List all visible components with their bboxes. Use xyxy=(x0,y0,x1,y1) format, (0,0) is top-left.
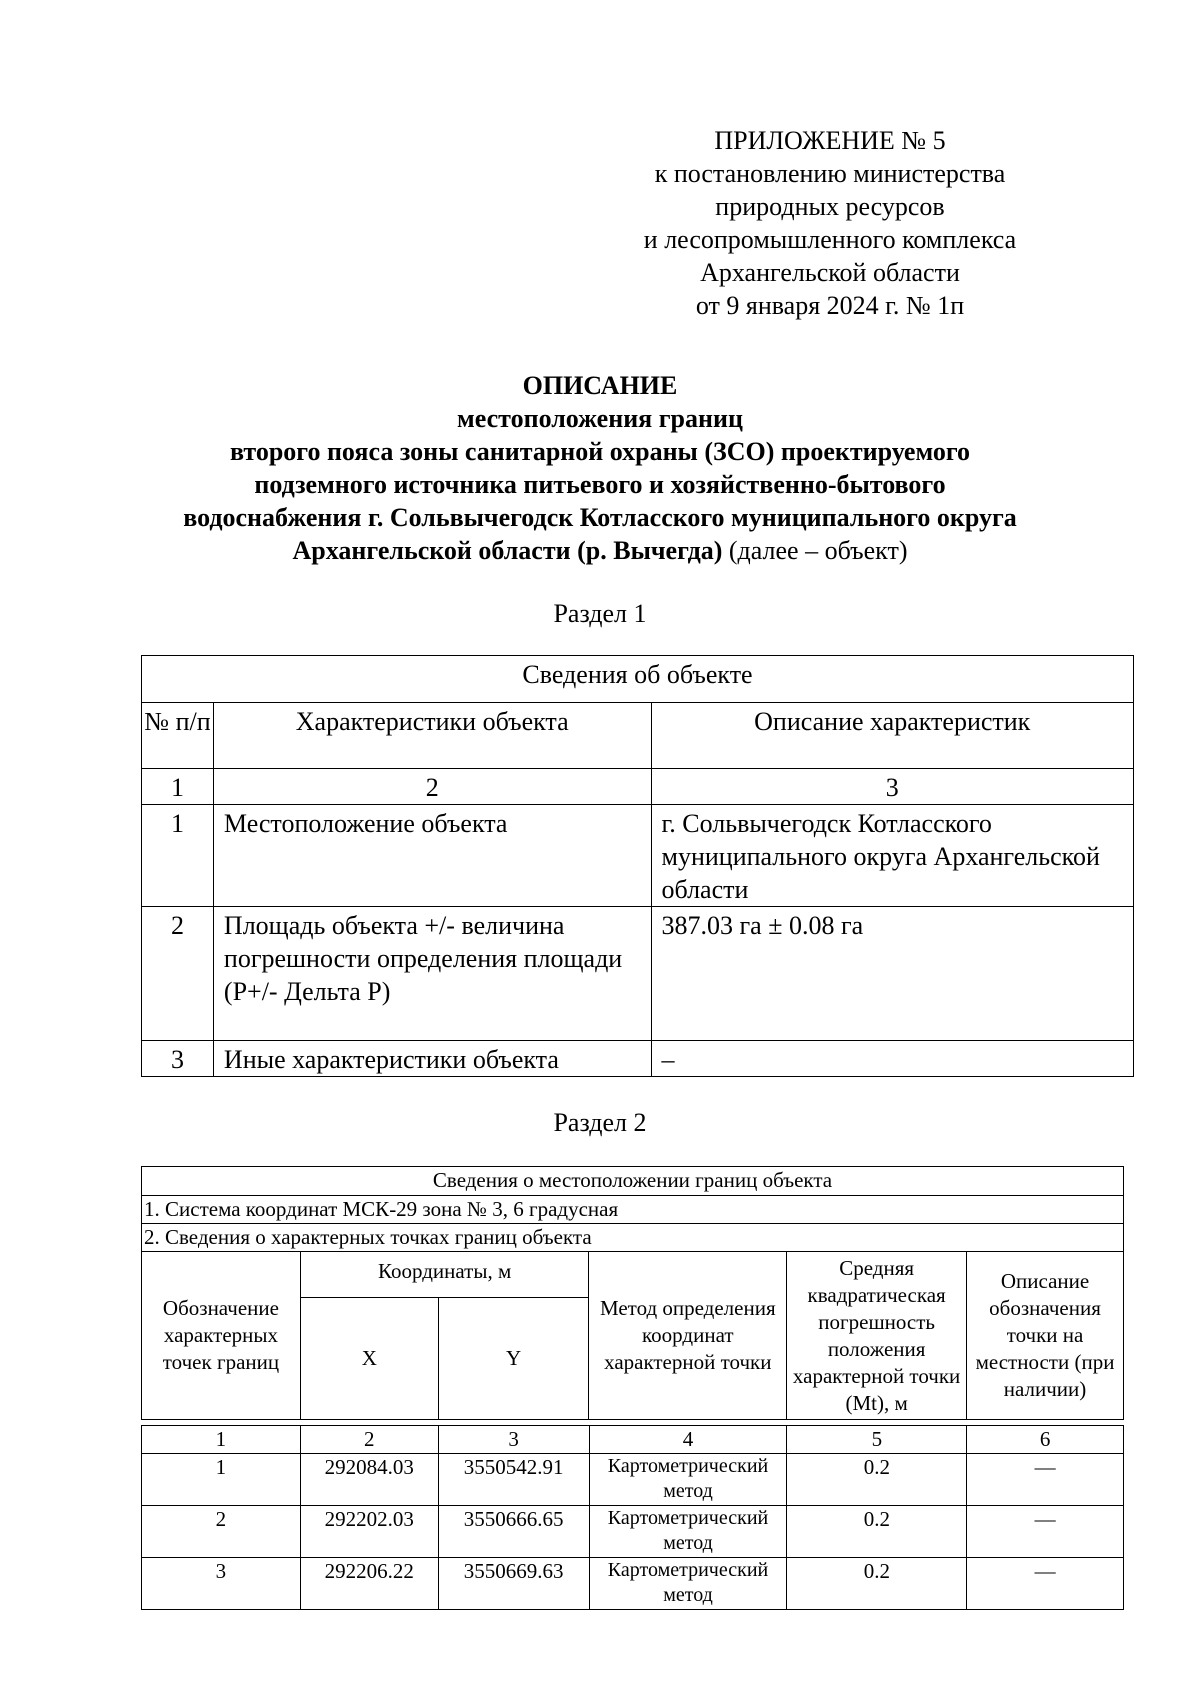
table-row xyxy=(142,1506,1124,1558)
point-id: 2 xyxy=(142,1506,301,1558)
points-subtitle: 2. Сведения о характерных точках границ объекта xyxy=(142,1224,1124,1252)
object-info-table xyxy=(141,655,1134,1077)
point-method: Картометрический метод xyxy=(589,1558,787,1610)
title-bold-part: Архангельской области (р. Вычегда) xyxy=(292,536,723,565)
point-id: 1 xyxy=(142,1454,301,1506)
table-row xyxy=(142,1558,1124,1610)
title-line: местоположения границ xyxy=(457,404,743,433)
col-number: 2 xyxy=(213,769,651,805)
point-mt: 0.2 xyxy=(787,1558,967,1610)
col-number: 2 xyxy=(300,1426,438,1454)
point-x: 292084.03 xyxy=(300,1454,438,1506)
point-method: Картометрический метод xyxy=(589,1506,787,1558)
header-characteristics: Характеристики объекта xyxy=(213,703,651,769)
table-row xyxy=(142,907,1134,1041)
col-number: 3 xyxy=(651,769,1134,805)
title-line: подземного источника питьевого и хозяйственно-бытового xyxy=(254,470,946,499)
title-main: ОПИСАНИЕ xyxy=(522,371,678,400)
table-title: Сведения об объекте xyxy=(142,656,1134,703)
header-coordinates: Координаты, м xyxy=(300,1252,589,1298)
point-method: Картометрический метод xyxy=(589,1454,787,1506)
annex-number: ПРИЛОЖЕНИЕ № 5 xyxy=(714,126,946,155)
point-description: — xyxy=(967,1454,1124,1506)
col-number: 1 xyxy=(142,769,214,805)
point-mt: 0.2 xyxy=(787,1506,967,1558)
point-y: 3550669.63 xyxy=(438,1558,589,1610)
point-id: 3 xyxy=(142,1558,301,1610)
col-number: 1 xyxy=(142,1426,301,1454)
row-num: 3 xyxy=(142,1041,214,1077)
header-x: X xyxy=(300,1298,438,1420)
header-location: Описание обозначения точки на местности (при наличии) xyxy=(967,1252,1124,1420)
row-name: Местоположение объекта xyxy=(213,805,651,907)
header-description: Описание характеристик xyxy=(651,703,1134,769)
col-number: 5 xyxy=(787,1426,967,1454)
title-line: водоснабжения г. Сольвычегодск Котласского муниципального округа xyxy=(183,503,1017,532)
table-row xyxy=(142,1454,1124,1506)
point-x: 292206.22 xyxy=(300,1558,438,1610)
row-value: г. Сольвычегодск Котласского муниципального округа Архангельской области xyxy=(651,805,1134,907)
boundary-info-table xyxy=(141,1166,1124,1420)
table-row xyxy=(142,805,1134,907)
point-mt: 0.2 xyxy=(787,1454,967,1506)
annex-line: и лесопромышленного комплекса xyxy=(643,225,1017,254)
point-x: 292202.03 xyxy=(300,1506,438,1558)
title-line xyxy=(60,534,1140,567)
title-line: второго пояса зоны санитарной охраны (ЗСО) проектируемого xyxy=(230,437,970,466)
point-y: 3550542.91 xyxy=(438,1454,589,1506)
col-number: 6 xyxy=(967,1426,1124,1454)
row-num: 1 xyxy=(142,805,214,907)
table-row xyxy=(142,1041,1134,1077)
section-2-heading: Раздел 2 xyxy=(553,1108,647,1137)
annex-line: к постановлению министерства xyxy=(654,159,1006,188)
title-normal-part: (далее – объект) xyxy=(722,536,908,565)
section-1-heading: Раздел 1 xyxy=(553,599,647,628)
row-value: 387.03 га ± 0.08 га xyxy=(651,907,1134,1041)
point-y: 3550666.65 xyxy=(438,1506,589,1558)
row-name: Площадь объекта +/- величина погрешности определения площади (P+/- Дельта P) xyxy=(213,907,651,1041)
table-title: Сведения о местоположении границ объекта xyxy=(142,1167,1124,1196)
header-designation: Обозначение характерных точек границ xyxy=(142,1252,301,1420)
annex-date: от 9 января 2024 г. № 1п xyxy=(695,291,965,320)
header-num: № п/п xyxy=(142,703,214,769)
header-y: Y xyxy=(438,1298,589,1420)
document-title xyxy=(60,369,1140,567)
col-number: 4 xyxy=(589,1426,787,1454)
row-name: Иные характеристики объекта xyxy=(213,1041,651,1077)
header-method: Метод определения координат характерной точки xyxy=(589,1252,787,1420)
annex-header xyxy=(640,124,1020,322)
row-value: – xyxy=(651,1041,1134,1077)
annex-line: природных ресурсов xyxy=(715,192,945,221)
col-number: 3 xyxy=(438,1426,589,1454)
point-description: — xyxy=(967,1506,1124,1558)
coordinate-system: 1. Система координат МСК-29 зона № 3, 6 градусная xyxy=(142,1196,1124,1224)
annex-line: Архангельской области xyxy=(700,258,960,287)
row-num: 2 xyxy=(142,907,214,1041)
boundary-points-table xyxy=(141,1425,1124,1610)
header-error: Средняя квадратическая погрешность положения характерной точки (Mt), м xyxy=(787,1252,967,1420)
point-description: — xyxy=(967,1558,1124,1610)
